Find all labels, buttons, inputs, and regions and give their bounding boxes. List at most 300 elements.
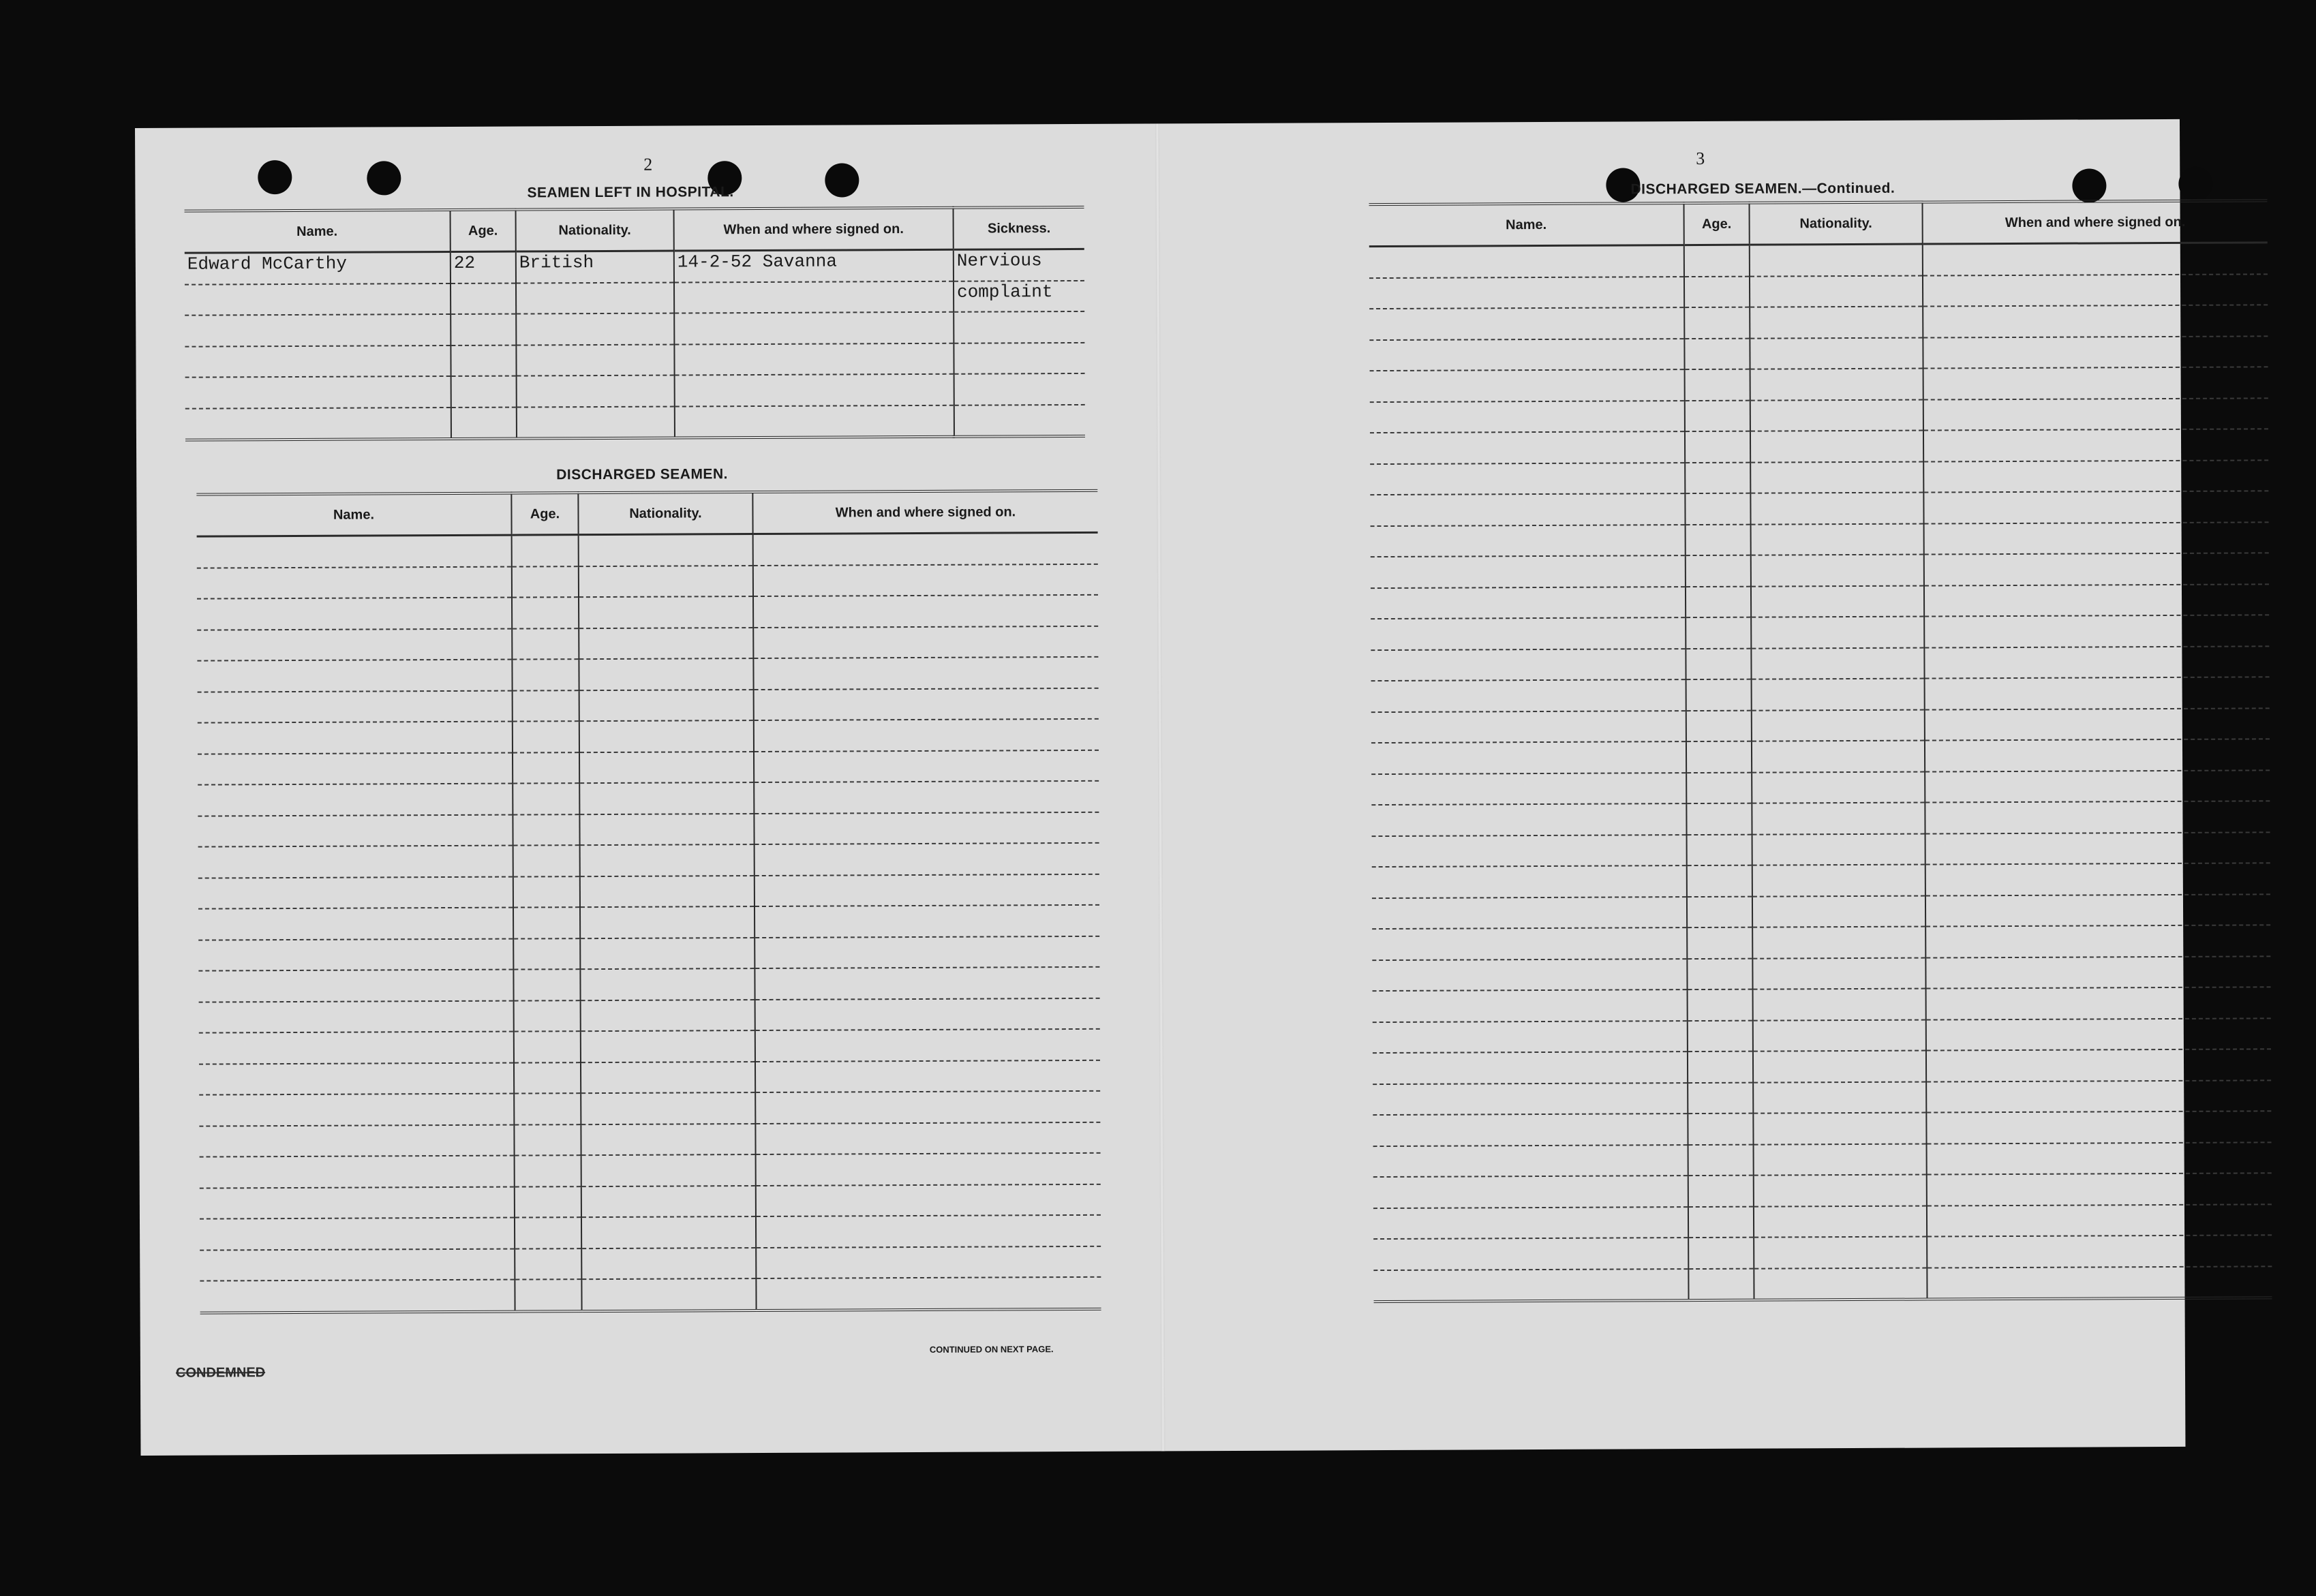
table-row [199,1060,1100,1094]
table-row [197,564,1098,598]
table-cell [1373,1114,1688,1146]
table-cell [1923,460,2268,493]
punch-hole [367,161,401,195]
column-header: Age. [451,210,516,252]
table-cell [579,566,753,598]
table-cell [1688,1114,1753,1145]
condemned-stamp: CONDEMNED [175,1365,266,1381]
table-cell [579,658,753,690]
table-cell [1686,524,1751,555]
table-cell [1750,431,1923,463]
table-cell [198,970,513,1002]
table-row [1369,305,2268,339]
table-cell [579,628,753,660]
table-cell [1924,615,2269,647]
table-cell [1373,1052,1688,1084]
table-row [1373,1018,2271,1053]
table-cell [580,844,755,876]
table-cell [1751,555,1924,587]
document-sheet [135,119,2185,1456]
column-header: Age. [1684,203,1750,245]
table-cell [1924,646,2269,679]
table-cell [1753,1019,1926,1052]
table-cell [756,1215,1101,1248]
table-cell [1684,307,1750,339]
table-cell [755,967,1099,1000]
table-cell [954,342,1084,373]
table-cell [1927,1142,2272,1175]
table-cell [451,283,516,314]
table-cell [580,968,755,1000]
table-cell [1926,987,2271,1019]
table-cell [1370,463,1685,495]
table-row [197,532,1098,568]
table-cell [512,628,579,660]
table-cell [197,628,512,661]
table-cell [1688,1082,1753,1114]
table-cell [1688,1206,1754,1238]
table-cell [1373,1083,1688,1116]
table-cell [1923,274,2268,307]
left-page [135,123,1163,1456]
table-cell [755,1122,1100,1154]
table-row [197,626,1098,660]
table-cell [1925,832,2270,865]
table-row [185,342,1084,377]
table-cell [198,722,513,754]
table-cell [1754,1237,1927,1269]
table-cell [513,938,580,970]
table-row [200,1153,1101,1188]
table-cell [1687,896,1752,927]
table-cell [513,876,580,908]
table-cell [1372,835,1687,868]
table-cell [755,1029,1100,1062]
table-row [1372,956,2270,991]
table-cell [451,376,517,408]
table-row [1371,739,2270,773]
table-cell [1687,927,1752,959]
table-cell [185,314,451,346]
table-cell [199,1124,514,1157]
table-row [200,1246,1101,1280]
table-cell [514,1031,581,1062]
table-cell [1751,617,1924,649]
table-row [185,249,1084,284]
table-row [198,967,1099,1002]
table-cell [1924,584,2269,617]
discharged-table-left [196,489,1101,1314]
table-cell [674,343,954,375]
table-row [197,657,1098,692]
table-cell [753,564,1098,596]
table-row [1369,243,2268,278]
table-cell [1753,1113,1926,1145]
table-cell [1371,773,1686,805]
table-row [1373,1142,2272,1177]
table-cell [1927,1204,2272,1237]
table-cell [198,814,513,847]
table-cell [954,311,1084,343]
table-cell [1370,431,1685,464]
table-cell [1752,957,1925,989]
table-cell [1372,865,1687,898]
table-row [198,812,1099,846]
table-cell [1684,276,1750,307]
table-row [1373,1049,2271,1084]
table-cell [1686,710,1752,741]
punch-hole [2072,168,2106,202]
column-header: Age. [511,493,578,535]
table-cell [1370,369,1685,402]
table-cell [1686,586,1751,617]
table-cell [198,784,513,816]
table-cell [200,1218,515,1250]
table-row [200,1184,1101,1218]
table-cell [185,407,451,440]
table-cell [1925,956,2270,989]
table-cell: British [516,251,674,283]
table-cell [514,1124,581,1156]
table-row [185,373,1085,408]
column-header: When and where signed on. [674,208,954,251]
table-row [1371,801,2270,835]
table-cell [754,719,1099,752]
column-header: Sickness. [954,207,1084,249]
table-cell [516,344,674,376]
table-cell [513,721,579,752]
table-row [1371,615,2269,649]
table-cell [1371,525,1686,557]
table-cell [755,874,1099,906]
punch-hole [258,160,292,194]
table-cell [200,1186,515,1219]
table-cell [512,535,579,566]
table-row [1371,708,2270,743]
table-cell [1927,1235,2272,1268]
table-cell [514,1062,581,1094]
table-cell [513,907,580,938]
table-row [198,905,1099,940]
table-cell [756,1184,1101,1216]
table-cell [516,282,674,314]
table-row [197,595,1098,630]
table-row [1369,336,2268,371]
table-cell [1927,1266,2272,1300]
table-row [198,936,1099,970]
table-cell [579,596,753,628]
table-cell [1373,989,1688,1022]
table-cell [197,660,512,692]
table-cell [1926,1111,2271,1144]
table-cell [581,1030,755,1062]
table-row [1372,832,2270,867]
table-cell [1372,927,1687,960]
table-cell [755,998,1100,1030]
table-cell [1686,741,1752,773]
table-cell [513,752,579,784]
table-cell [1369,245,1684,278]
table-cell [1371,679,1686,712]
table-row [200,1215,1101,1250]
table-row [1370,398,2268,433]
table-cell [580,876,755,908]
table-cell [1752,833,1925,865]
table-cell [1373,1207,1688,1240]
column-header: Name. [196,493,511,537]
table-cell [1688,1144,1754,1176]
table-cell [581,1216,756,1248]
table-cell [1373,1269,1688,1302]
table-row [1370,460,2268,495]
table-cell: 22 [451,251,516,283]
table-row [1373,1111,2271,1146]
table-row [199,1122,1100,1156]
table-cell [1688,989,1753,1021]
table-cell [199,1000,514,1033]
table-cell [581,1278,756,1311]
table-row [1373,1080,2271,1115]
table-cell [753,626,1098,658]
column-header: Nationality. [578,492,752,535]
column-header: Nationality. [1750,202,1923,245]
table-cell [581,1062,755,1094]
table-cell: Edward McCarthy [185,251,451,284]
table-cell [1925,708,2270,741]
table-cell [1923,243,2268,275]
table-cell [1752,771,1925,803]
table-cell [581,1154,756,1186]
column-header: Name. [1369,203,1684,247]
table-cell [513,845,580,876]
table-row [185,404,1085,440]
column-header: Name. [185,210,451,253]
table-cell [1686,679,1752,711]
table-cell [1753,1081,1926,1114]
table-cell [512,566,579,598]
table-cell [199,1094,514,1126]
table-cell [200,1280,515,1313]
table-cell [1370,401,1685,433]
page-number: 3 [1696,148,1705,169]
table-cell [1926,1018,2271,1051]
table-cell [1752,679,1925,711]
table-cell [755,936,1099,968]
hospital-section-title: SEAMEN LEFT IN HOSPITAL. [527,184,734,201]
table-cell [581,1092,755,1124]
table-cell [579,814,754,846]
table-cell [755,843,1099,876]
table-cell [579,690,754,722]
table-row [1372,863,2270,897]
table-cell [1686,803,1752,835]
table-cell [1926,1049,2271,1081]
table-cell [1752,709,1925,741]
table-cell [1924,522,2269,555]
table-cell [451,345,516,376]
table-cell [514,1093,581,1124]
table-cell [579,752,754,784]
table-cell [198,846,513,878]
table-cell [1370,493,1685,526]
page-number: 2 [643,154,653,174]
table-cell [1923,491,2268,523]
table-cell [1923,336,2268,369]
table-cell [512,597,579,628]
table-cell [1925,770,2270,803]
table-cell [1754,1206,1927,1238]
table-cell [1685,400,1750,431]
table-cell [756,1153,1101,1186]
punch-hole [2178,167,2212,201]
table-cell [581,1248,756,1280]
discharged-table-right [1369,199,2272,1303]
table-cell [1686,648,1751,679]
table-cell [1751,523,1924,555]
table-row [1371,584,2269,619]
table-cell [1752,927,1925,959]
table-cell [1685,369,1750,401]
table-cell [1750,307,1923,339]
table-cell [1924,553,2269,585]
table-cell [755,905,1099,938]
table-cell [197,598,512,630]
table-cell [1923,429,2268,461]
table-cell [756,1277,1101,1310]
table-cell [513,783,579,814]
table-row [1370,491,2268,525]
table-cell [1750,244,1923,276]
table-cell [1371,649,1686,681]
table-cell: complaint [954,280,1084,311]
table-cell [1688,1268,1754,1300]
table-row [1373,987,2271,1022]
table-cell [1751,585,1924,617]
table-cell [451,314,516,346]
table-cell [514,1000,581,1032]
column-header: When and where signed on. [752,491,1097,534]
table-row [1371,522,2269,557]
table-cell [754,688,1099,720]
table-cell [1372,897,1687,930]
table-cell [1687,958,1752,989]
table-row [1370,429,2268,463]
table-cell [1927,1173,2272,1206]
table-cell [581,1186,756,1218]
table-cell [1687,834,1752,865]
table-cell [515,1217,581,1248]
table-cell [579,534,753,566]
table-row [1373,1204,2272,1239]
table-cell [199,1062,514,1095]
table-cell [512,659,579,690]
table-cell [1752,865,1925,897]
table-cell [1688,1176,1754,1207]
table-cell [1753,989,1926,1021]
table-cell [1687,865,1752,897]
table-cell [1925,739,2270,771]
table-cell [1752,895,1925,927]
table-cell [753,657,1098,690]
table-cell [1369,339,1684,371]
table-cell [1923,367,2268,399]
table-cell [1371,711,1686,743]
table-cell [1750,337,1923,369]
table-cell [185,345,451,377]
table-cell [513,690,579,722]
table-row [198,843,1099,878]
table-cell [1688,1052,1753,1083]
table-cell [580,906,755,938]
right-page [1157,119,2185,1452]
table-cell [753,595,1098,628]
table-cell: Nervious [954,249,1084,281]
discharged-section-title: DISCHARGED SEAMEN. [556,466,728,483]
table-cell [1372,959,1687,992]
table-cell [580,938,755,970]
table-row [198,750,1099,784]
table-cell [198,908,513,940]
table-cell [1688,1238,1754,1269]
table-cell [185,283,451,315]
table-cell [1752,741,1925,773]
table-cell [1688,1020,1753,1052]
table-cell [200,1156,515,1188]
table-cell [1754,1268,1927,1300]
table-cell [1925,894,2270,927]
table-cell [200,1248,515,1281]
table-row [198,781,1099,816]
table-row [200,1277,1101,1313]
table-cell [517,406,675,439]
table-cell [198,938,513,971]
table-cell [1754,1175,1927,1207]
table-cell [1684,338,1750,369]
table-cell [1923,305,2268,337]
table-row [199,1091,1100,1126]
table-row [1372,925,2270,960]
table-cell [581,1000,755,1032]
table-cell [1369,307,1684,340]
table-cell [1373,1176,1688,1208]
table-cell [197,535,512,568]
table-cell [516,313,674,346]
table-row [198,688,1099,722]
table-cell [1371,555,1686,588]
table-cell [185,376,451,408]
table-cell: 14-2-52 Savanna [674,249,954,282]
table-cell [1371,741,1686,774]
table-cell [1923,398,2268,431]
table-cell [1926,1080,2271,1113]
table-cell [1685,493,1750,525]
table-cell [1751,647,1924,679]
table-cell [579,720,754,752]
table-cell [515,1155,581,1186]
table-cell [1753,1051,1926,1083]
continued-note: CONTINUED ON NEXT PAGE. [929,1344,1054,1355]
table-cell [581,1124,755,1156]
table-cell [753,532,1098,565]
table-cell [1686,555,1751,587]
table-row [1370,367,2268,401]
table-row [199,1029,1100,1064]
table-cell [674,281,954,313]
table-row [199,998,1100,1032]
table-cell [515,1279,581,1311]
table-cell [675,374,954,406]
table-cell [1684,245,1750,276]
